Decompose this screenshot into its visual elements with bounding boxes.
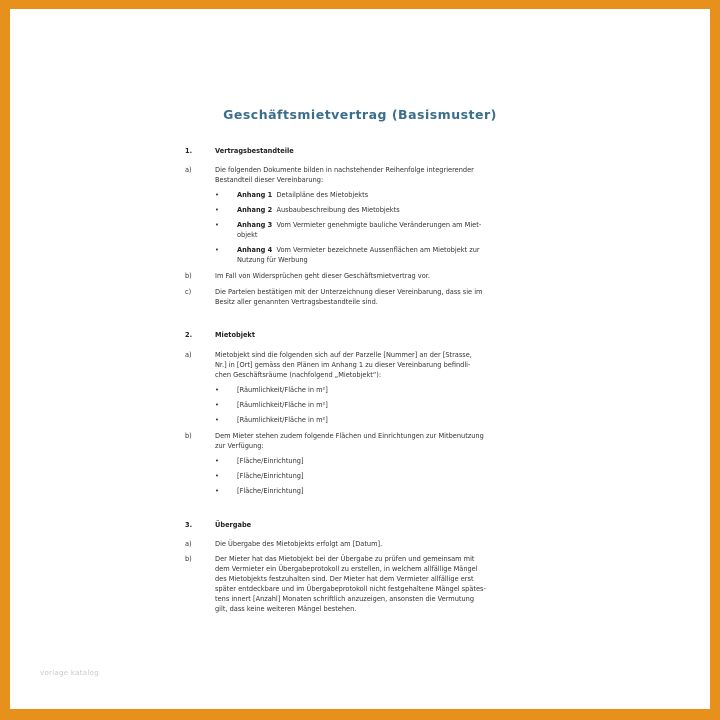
watermark: vorlage katalog bbox=[40, 669, 99, 677]
paragraph-line: Der Mieter hat das Mietobjekt bei der Übergabe zu prüfen und gemeinsam mit bbox=[215, 555, 475, 563]
annex-item-continuation: Nutzung für Werbung bbox=[237, 256, 308, 264]
paragraph-line: Die Übergabe des Mietobjekts erfolgt am [Datum]. bbox=[215, 540, 383, 548]
section-heading: Übergabe bbox=[215, 521, 252, 529]
paragraph-line: Im Fall von Widersprüchen geht dieser Geschäftsmietvertrag vor. bbox=[215, 272, 430, 280]
item-letter: a) bbox=[185, 166, 192, 174]
bullet-icon: • bbox=[215, 401, 219, 409]
paragraph-line: Dem Mieter stehen zudem folgende Flächen und Einrichtungen zur Mitbenutzung bbox=[215, 432, 484, 440]
annex-item: Anhang 1 Detailpläne des Mietobjekts bbox=[237, 191, 369, 199]
paragraph-line: dem Vermieter ein Übergabeprotokoll zu erstellen, in welchem allfällige Mängel bbox=[215, 565, 478, 573]
paragraph-line: Die folgenden Dokumente bilden in nachstehender Reihenfolge integrierender bbox=[215, 166, 474, 174]
room-item: [Räumlichkeit/Fläche in m²] bbox=[237, 401, 328, 409]
item-letter: c) bbox=[185, 288, 192, 296]
section-number: 3. bbox=[185, 521, 193, 529]
bullet-icon: • bbox=[215, 386, 219, 394]
facility-item: [Fläche/Einrichtung] bbox=[237, 457, 304, 465]
room-item: [Räumlichkeit/Fläche in m²] bbox=[237, 386, 328, 394]
item-letter: b) bbox=[185, 272, 192, 280]
annex-item: Anhang 3 Vom Vermieter genehmigte bauliche Veränderungen am Miet- bbox=[237, 221, 482, 229]
item-letter: b) bbox=[185, 555, 192, 563]
item-letter: b) bbox=[185, 432, 192, 440]
section-heading: Vertragsbestandteile bbox=[215, 147, 294, 155]
section-number: 1. bbox=[185, 147, 193, 155]
paragraph-line: Nr.] in [Ort] gemäss den Plänen im Anhang 1 zu dieser Vereinbarung befindli- bbox=[215, 361, 471, 369]
bullet-icon: • bbox=[215, 221, 219, 229]
bullet-icon: • bbox=[215, 457, 219, 465]
paragraph-line: gilt, dass keine weiteren Mängel bestehen. bbox=[215, 605, 357, 613]
bullet-icon: • bbox=[215, 246, 219, 254]
facility-item: [Fläche/Einrichtung] bbox=[237, 472, 304, 480]
room-item: [Räumlichkeit/Fläche in m²] bbox=[237, 416, 328, 424]
paragraph-line: Besitz aller genannten Vertragsbestandteile sind. bbox=[215, 298, 378, 306]
paragraph-line: Die Parteien bestätigen mit der Unterzeichnung dieser Vereinbarung, dass sie im bbox=[215, 288, 483, 296]
paragraph-line: Bestandteil dieser Vereinbarung: bbox=[215, 176, 324, 184]
paragraph-line: chen Geschäftsräume (nachfolgend „Mietobjekt“): bbox=[215, 371, 382, 379]
section-number: 2. bbox=[185, 331, 193, 339]
bullet-icon: • bbox=[215, 206, 219, 214]
facility-item: [Fläche/Einrichtung] bbox=[237, 487, 304, 495]
item-letter: a) bbox=[185, 540, 192, 548]
bullet-icon: • bbox=[215, 487, 219, 495]
section-heading: Mietobjekt bbox=[215, 331, 255, 339]
paragraph-line: zur Verfügung: bbox=[215, 442, 264, 450]
document-page bbox=[10, 9, 710, 709]
bullet-icon: • bbox=[215, 416, 219, 424]
paragraph-line: des Mietobjekts festzuhalten sind. Der Mieter hat dem Vermieter allfällige erst bbox=[215, 575, 474, 583]
document-title: Geschäftsmietvertrag (Basismuster) bbox=[223, 107, 497, 122]
paragraph-line: später entdeckbare und im Übergabeprotokoll nicht festgehaltene Mängel spätes- bbox=[215, 585, 486, 593]
paragraph-line: Mietobjekt sind die folgenden sich auf der Parzelle [Nummer] an der [Strasse, bbox=[215, 351, 472, 359]
annex-item: Anhang 2 Ausbaubeschreibung des Mietobjekts bbox=[237, 206, 400, 214]
annex-item: Anhang 4 Vom Vermieter bezeichnete Aussenflächen am Mietobjekt zur bbox=[237, 246, 480, 254]
bullet-icon: • bbox=[215, 472, 219, 480]
annex-item-continuation: objekt bbox=[237, 231, 258, 239]
item-letter: a) bbox=[185, 351, 192, 359]
bullet-icon: • bbox=[215, 191, 219, 199]
paragraph-line: tens innert [Anzahl] Monaten schriftlich anzuzeigen, ansonsten die Vermutung bbox=[215, 595, 475, 603]
